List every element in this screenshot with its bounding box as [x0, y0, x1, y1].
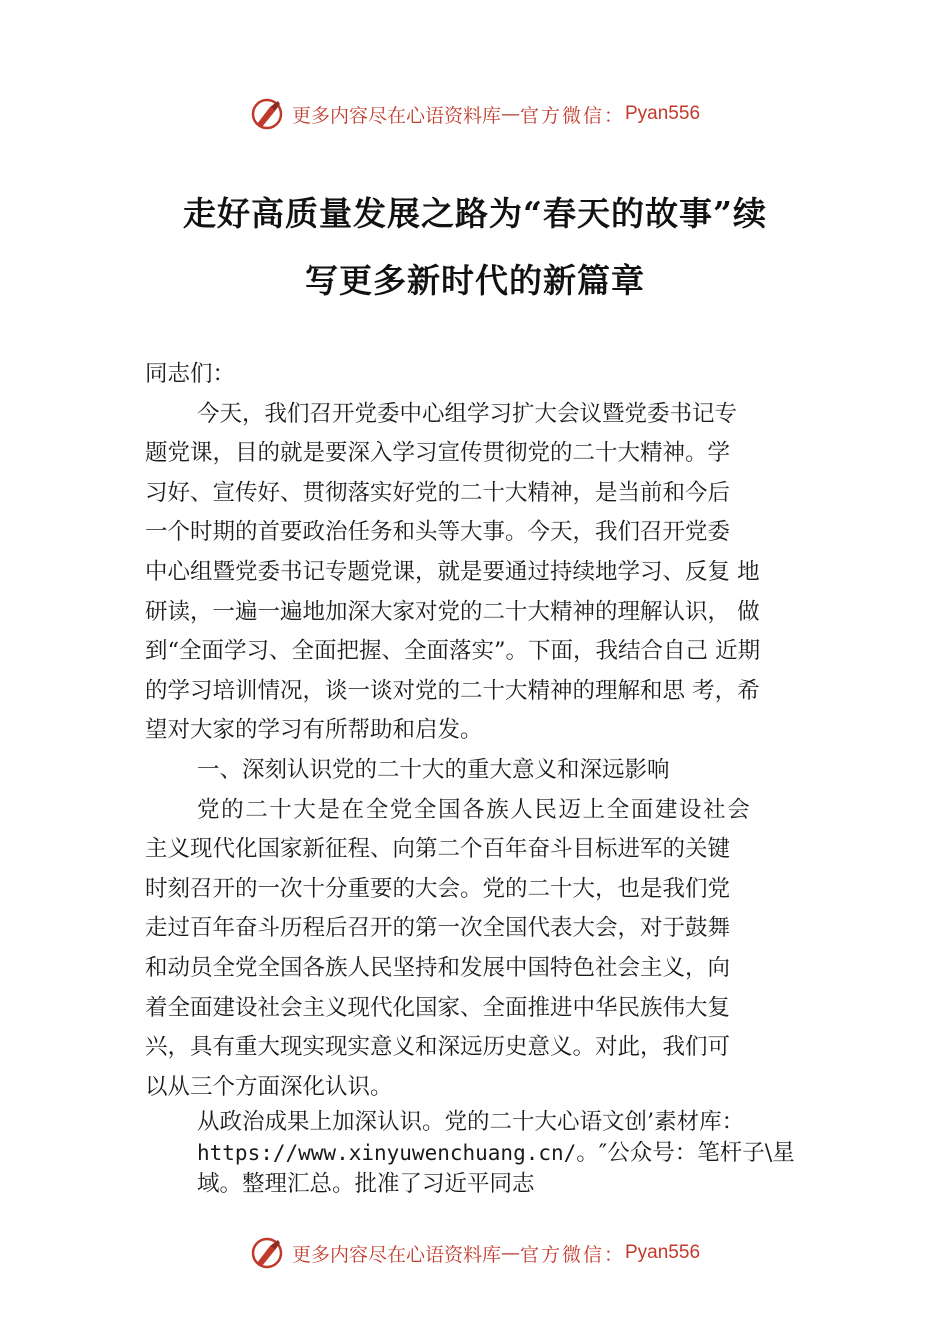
source-url: https://www.xinyuwenchuang.cn/ [197, 1141, 577, 1166]
paragraph-line: 一个时期的首要政治任务和头等大事。今天，我们召开党委 [145, 519, 731, 546]
banner-wechat-id: Pyan556 [625, 103, 701, 124]
paragraph-3 [145, 1107, 845, 1200]
salutation: 同志们： [145, 361, 236, 387]
paragraph-line: 今天，我们召开党委中心组学习扩大会议暨党委书记专 [197, 400, 738, 427]
paragraph-line: 到“全面学习、全面把握、全面落实”。下面，我结合自己 近期 [145, 638, 761, 665]
paragraph-line: 的学习培训情况，谈一谈对党的二十大精神的理解和思 考，希 [145, 677, 760, 704]
paragraph-line: 从政治成果上加深认识。党的二十大心语文创’素材库： [197, 1109, 745, 1136]
banner-separator: — [500, 103, 520, 125]
paragraph-line: 研读，一遍一遍地加深大家对党的二十大精神的理解认识， 做 [145, 598, 760, 625]
pen-logo-icon [250, 1236, 284, 1270]
paragraph-line: 兴，具有重大现实现实意义和深远历史意义。对此，我们可 [145, 1034, 731, 1061]
pen-logo-icon [250, 97, 284, 131]
document-body [145, 355, 845, 1200]
paragraph-line: 望对大家的学习有所帮助和启发。 [145, 717, 483, 744]
paragraph-line: 中心组暨党委书记专题党课，就是要通过持续地学习、反复 地 [145, 558, 760, 585]
paragraph-line: 党的二十大是在全党全国各族人民迈上全面建设社会 [197, 796, 752, 823]
document-title-line-1: 走好高质量发展之路为“春天的故事”续 [183, 194, 767, 233]
paragraph-line: 着全面建设社会主义现代化国家、全面推进中华民族伟大复 [145, 994, 731, 1021]
paragraph-2 [145, 791, 845, 1108]
banner-brand: 更多内容尽在心语资料库 [291, 1243, 501, 1266]
paragraph-line: 习好、宣传好、贯彻落实好党的二十大精神，是当前和今后 [145, 479, 731, 506]
footer-banner [0, 1233, 950, 1273]
paragraph-line: 以从三个方面深化认识。 [145, 1073, 393, 1100]
banner-wechat-id: Pyan556 [625, 1242, 701, 1263]
header-banner [0, 94, 950, 134]
paragraph-line: 和动员全党全国各族人民坚持和发展中国特色社会主义，向 [145, 954, 731, 981]
paragraph-line: 走过百年奋斗历程后召开的第一次全国代表大会，对于鼓舞 [145, 915, 731, 942]
banner-wechat-label: 官方微信： [519, 104, 625, 127]
banner-wechat-label: 官方微信： [519, 1243, 625, 1266]
paragraph-line: 主义现代化国家新征程、向第二个百年奋斗目标进军的关键 [145, 836, 731, 863]
paragraph-line: 域。整理汇总。批准了习近平同志 [197, 1171, 535, 1198]
paragraph-line: 题党课，目的就是要深入学习宣传贯彻党的二十大精神。学 [145, 440, 731, 467]
source-note: 。″公众号：笔杆子\星 [576, 1140, 795, 1167]
banner-separator: — [500, 1242, 520, 1264]
document-title-line-2: 写更多新时代的新篇章 [305, 261, 645, 300]
section-heading-1: 一、深刻认识党的二十大的重大意义和深远影响 [197, 756, 670, 783]
paragraph-1 [145, 395, 845, 751]
paragraph-line: 时刻召开的一次十分重要的大会。党的二十大，也是我们党 [145, 875, 731, 902]
banner-brand: 更多内容尽在心语资料库 [291, 104, 501, 127]
paragraph-line-url [197, 1138, 845, 1169]
